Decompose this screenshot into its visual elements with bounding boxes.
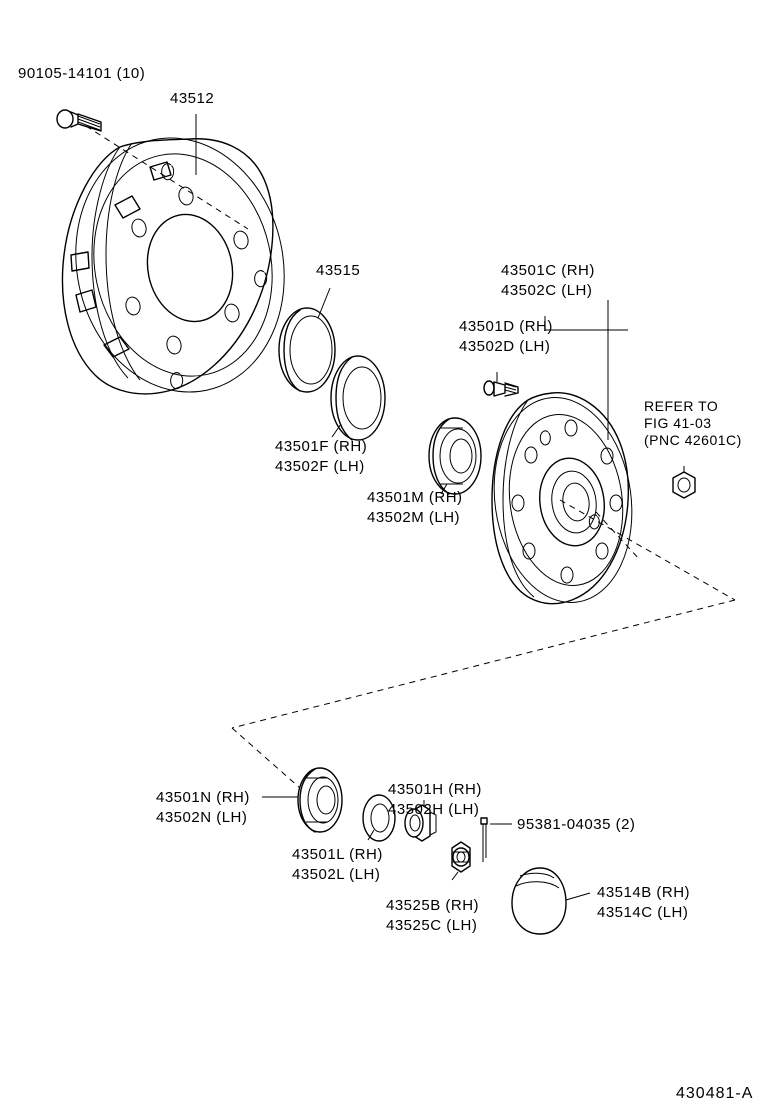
label-bearing-43501n-line2: 43502N (LH) bbox=[156, 809, 248, 826]
label-brake-drum: 43512 bbox=[170, 90, 215, 107]
seal-43501f bbox=[331, 356, 385, 440]
label-cotter-pin: 95381-04035 (2) bbox=[517, 816, 636, 833]
grease-nipple-part bbox=[484, 372, 518, 396]
brake-drum-part bbox=[53, 114, 308, 412]
label-oil-seal-43515: 43515 bbox=[316, 262, 361, 279]
label-bearing-43501m-line1: 43501M (RH) bbox=[367, 489, 463, 506]
locknut-43525b bbox=[452, 842, 470, 880]
label-washer-43501l-line1: 43501L (RH) bbox=[292, 846, 383, 863]
reference-note-line2: FIG 41-03 bbox=[644, 415, 712, 431]
label-nipple-43501d-line1: 43501D (RH) bbox=[459, 318, 553, 335]
axle-hub-part bbox=[481, 389, 644, 612]
label-nut-43501h-line1: 43501H (RH) bbox=[388, 781, 482, 798]
grease-cap-part bbox=[512, 868, 590, 934]
wheel-bolt-part bbox=[57, 110, 101, 131]
reference-note-line1: REFER TO bbox=[644, 398, 719, 414]
reference-nut-part bbox=[673, 466, 695, 498]
label-bearing-43501n-line1: 43501N (RH) bbox=[156, 789, 250, 806]
cotter-pin-part bbox=[481, 818, 512, 862]
stud-43501c-leader bbox=[545, 300, 628, 440]
label-stud-43501c-line2: 43502C (LH) bbox=[501, 282, 593, 299]
label-seal-43501f-line2: 43502F (LH) bbox=[275, 458, 365, 475]
oil-seal-43515 bbox=[279, 288, 335, 392]
reference-note-line3: (PNC 42601C) bbox=[644, 432, 742, 448]
assembly-dashed-lines bbox=[232, 500, 735, 788]
label-locknut-43525b-line2: 43525C (LH) bbox=[386, 917, 478, 934]
figure-code: 430481-A bbox=[676, 1085, 754, 1102]
label-locknut-43525b-line1: 43525B (RH) bbox=[386, 897, 480, 914]
label-bearing-43501m-line2: 43502M (LH) bbox=[367, 509, 461, 526]
bearing-43501m bbox=[429, 418, 481, 494]
label-seal-43501f-line1: 43501F (RH) bbox=[275, 438, 368, 455]
label-nipple-43501d-line2: 43502D (LH) bbox=[459, 338, 551, 355]
bearing-43501n bbox=[262, 768, 342, 832]
label-cap-43514b-line1: 43514B (RH) bbox=[597, 884, 691, 901]
label-wheel-bolt: 90105-14101 (10) bbox=[18, 65, 146, 82]
label-stud-43501c-line1: 43501C (RH) bbox=[501, 262, 595, 279]
label-cap-43514b-line2: 43514C (LH) bbox=[597, 904, 689, 921]
label-washer-43501l-line2: 43502L (LH) bbox=[292, 866, 381, 883]
label-nut-43501h-line2: 43502H (LH) bbox=[388, 801, 480, 818]
